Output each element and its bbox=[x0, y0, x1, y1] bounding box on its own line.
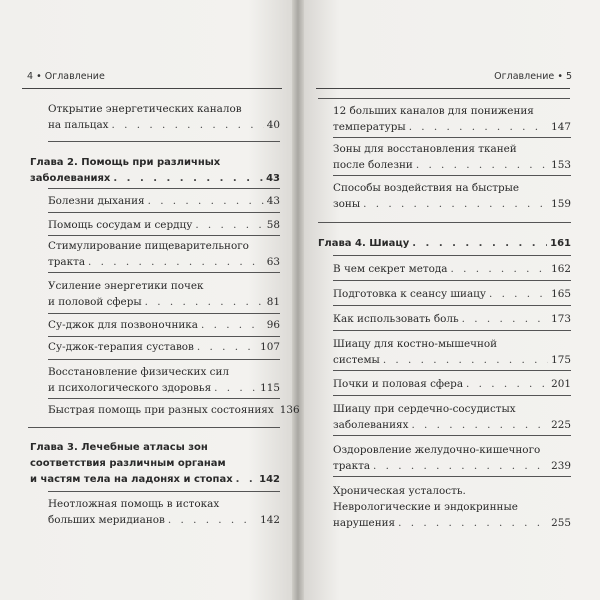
leader-dots bbox=[409, 119, 548, 135]
toc-entry[interactable] bbox=[48, 402, 300, 418]
toc-entry-line: Су-джок для позвоночника bbox=[48, 319, 198, 331]
toc-entry[interactable] bbox=[333, 180, 571, 212]
toc-entry[interactable] bbox=[48, 101, 280, 133]
toc-page-number: 162 bbox=[551, 263, 571, 275]
right-header-rule bbox=[316, 88, 570, 89]
toc-page-number: 63 bbox=[266, 256, 280, 268]
toc-entry-line: и частям тела на ладонях и стопах bbox=[30, 474, 233, 485]
leader-dots bbox=[88, 254, 264, 270]
toc-page-number: 43 bbox=[266, 195, 280, 207]
toc-page-number: 58 bbox=[266, 219, 280, 231]
toc-entry-line: Как использовать боль bbox=[333, 313, 459, 325]
toc-entry-line: заболеваниях bbox=[30, 173, 111, 184]
entry-divider bbox=[333, 255, 571, 256]
leader-dots bbox=[201, 317, 264, 333]
toc-entry-line: Восстановление физических сил bbox=[48, 366, 229, 378]
toc-page-number: 40 bbox=[266, 119, 280, 131]
entry-divider bbox=[48, 235, 280, 236]
leader-dots bbox=[398, 515, 548, 531]
leader-dots bbox=[416, 157, 548, 173]
toc-page-number: 225 bbox=[551, 419, 571, 431]
leader-dots bbox=[411, 417, 548, 433]
book-gutter bbox=[292, 0, 304, 600]
toc-entry[interactable] bbox=[333, 376, 571, 392]
toc-entry-line: Шиацу для костно-мышечной bbox=[333, 338, 498, 350]
leader-dots bbox=[113, 171, 263, 187]
toc-entry-line: и половой сферы bbox=[48, 296, 142, 308]
toc-entry-line: соответствия различным органам bbox=[30, 458, 226, 469]
toc-entry-line: Неотложная помощь в истоках bbox=[48, 498, 220, 510]
toc-entry-line: Быстрая помощь при разных состояниях bbox=[48, 404, 274, 416]
leader-dots bbox=[214, 380, 257, 396]
leader-dots bbox=[462, 311, 548, 327]
toc-page-number: 173 bbox=[551, 313, 571, 325]
toc-entry-line: Глава 4. Шиацу bbox=[318, 238, 410, 249]
leader-dots bbox=[195, 217, 263, 233]
toc-entry-line: Зоны для восстановления тканей bbox=[333, 143, 517, 155]
toc-page-number: 147 bbox=[551, 121, 571, 133]
toc-page-number: 107 bbox=[260, 341, 280, 353]
toc-page-number: 142 bbox=[260, 514, 280, 526]
toc-chapter-entry[interactable] bbox=[30, 440, 280, 488]
toc-page-number: 161 bbox=[550, 238, 571, 249]
toc-entry[interactable] bbox=[48, 278, 280, 310]
left-page-number: 4 bbox=[27, 71, 34, 82]
leader-dots bbox=[145, 294, 264, 310]
toc-entry[interactable] bbox=[48, 217, 280, 233]
entry-divider bbox=[48, 491, 280, 492]
entry-divider bbox=[333, 330, 571, 331]
toc-entry-line: после болезни bbox=[333, 159, 413, 171]
toc-entry-line: тракта bbox=[48, 256, 86, 268]
toc-entry-line: и психологического здоровья bbox=[48, 382, 212, 394]
toc-page-number: 165 bbox=[551, 288, 571, 300]
entry-divider bbox=[48, 272, 280, 273]
entry-divider bbox=[318, 222, 571, 223]
entry-divider bbox=[48, 141, 280, 142]
toc-entry-line: заболеваниях bbox=[333, 419, 409, 431]
toc-entry[interactable] bbox=[48, 317, 280, 333]
leader-dots bbox=[112, 117, 264, 133]
entry-divider bbox=[333, 280, 571, 281]
entry-divider bbox=[333, 395, 571, 396]
entry-divider bbox=[48, 188, 280, 189]
header-bullet: • bbox=[36, 71, 42, 82]
leader-dots bbox=[373, 458, 548, 474]
toc-entry-line: температуры bbox=[333, 121, 406, 133]
toc-page-number: 201 bbox=[551, 378, 571, 390]
entry-divider bbox=[48, 313, 280, 314]
toc-entry-line: Оздоровление желудочно-кишечного bbox=[333, 444, 541, 456]
toc-entry-line: Усиление энергетики почек bbox=[48, 280, 204, 292]
toc-entry-line: В чем секрет метода bbox=[333, 263, 448, 275]
toc-entry[interactable] bbox=[333, 483, 571, 531]
entry-divider bbox=[48, 212, 280, 213]
toc-entry-line: Глава 2. Помощь при различных bbox=[30, 157, 221, 168]
toc-entry-line: тракта bbox=[333, 460, 371, 472]
toc-page-number: 159 bbox=[551, 198, 571, 210]
entry-divider bbox=[48, 398, 280, 399]
left-header-title: Оглавление bbox=[44, 71, 105, 82]
left-header-rule bbox=[22, 88, 282, 89]
toc-entry-line: зоны bbox=[333, 198, 361, 210]
entry-divider bbox=[333, 137, 571, 138]
toc-chapter-entry[interactable] bbox=[30, 155, 280, 187]
leader-dots bbox=[466, 376, 548, 392]
toc-chapter-entry[interactable] bbox=[318, 236, 571, 252]
toc-page-number: 153 bbox=[551, 159, 571, 171]
toc-entry[interactable] bbox=[48, 339, 280, 355]
entry-divider bbox=[333, 476, 571, 477]
toc-entry-line: Помощь сосудам и сердцу bbox=[48, 219, 193, 231]
toc-entry-line: Почки и половая сфера bbox=[333, 378, 464, 390]
toc-entry-line: Открытие энергетических каналов bbox=[48, 103, 242, 115]
entry-divider bbox=[333, 435, 571, 436]
leader-dots bbox=[363, 196, 548, 212]
header-bullet: • bbox=[557, 71, 563, 82]
toc-entry[interactable] bbox=[333, 311, 571, 327]
leader-dots bbox=[451, 261, 549, 277]
toc-entry[interactable] bbox=[333, 442, 571, 474]
entry-divider bbox=[48, 336, 280, 337]
entry-divider bbox=[333, 370, 571, 371]
toc-entry[interactable] bbox=[333, 261, 571, 277]
entry-divider bbox=[48, 359, 280, 360]
toc-entry[interactable] bbox=[333, 336, 571, 368]
toc-entry[interactable] bbox=[333, 401, 571, 433]
entry-divider bbox=[28, 427, 280, 428]
toc-entry-line: нарушения bbox=[333, 517, 396, 529]
toc-page-number: 175 bbox=[551, 354, 571, 366]
left-running-head bbox=[27, 71, 105, 82]
toc-page-number: 239 bbox=[551, 460, 571, 472]
leader-dots bbox=[148, 193, 264, 209]
entry-divider bbox=[318, 98, 570, 99]
leader-dots bbox=[383, 352, 548, 368]
toc-page-number: 142 bbox=[259, 474, 280, 485]
toc-entry[interactable] bbox=[48, 193, 280, 209]
leader-dots bbox=[197, 339, 257, 355]
toc-entry-line: системы bbox=[333, 354, 380, 366]
toc-entry-line: Глава 3. Лечебные атласы зон bbox=[30, 442, 208, 453]
toc-entry-line: 12 больших каналов для понижения bbox=[333, 105, 534, 117]
toc-entry-line: Неврологические и эндокринные bbox=[333, 501, 518, 513]
toc-entry-line: Су-джок-терапия суставов bbox=[48, 341, 194, 353]
toc-entry-line: больших меридианов bbox=[48, 514, 165, 526]
right-running-head bbox=[494, 71, 572, 82]
toc-entry[interactable] bbox=[333, 103, 571, 135]
leader-dots bbox=[412, 236, 547, 252]
toc-page-number: 96 bbox=[266, 319, 280, 331]
toc-entry-line: Шиацу при сердечно-сосудистых bbox=[333, 403, 516, 415]
toc-entry-line: Болезни дыхания bbox=[48, 195, 145, 207]
right-page-number: 5 bbox=[565, 71, 572, 82]
right-header-title: Оглавление bbox=[494, 71, 555, 82]
leader-dots bbox=[168, 512, 257, 528]
toc-entry-line: Стимулирование пищеварительного bbox=[48, 240, 249, 252]
entry-divider bbox=[333, 305, 571, 306]
toc-entry[interactable] bbox=[333, 141, 571, 173]
leader-dots bbox=[236, 472, 256, 488]
toc-page-number: 136 bbox=[279, 404, 300, 416]
leader-dots bbox=[489, 286, 548, 302]
toc-page-number: 115 bbox=[260, 382, 280, 394]
toc-entry-line: Способы воздействия на быстрые bbox=[333, 182, 520, 194]
toc-page-number: 255 bbox=[551, 517, 571, 529]
toc-entry-line: Подготовка к сеансу шиацу bbox=[333, 288, 486, 300]
toc-entry[interactable] bbox=[48, 238, 280, 270]
toc-page-number: 43 bbox=[266, 173, 280, 184]
toc-page-number: 81 bbox=[266, 296, 280, 308]
toc-entry[interactable] bbox=[48, 496, 280, 528]
toc-entry-line: на пальцах bbox=[48, 119, 109, 131]
toc-entry[interactable] bbox=[333, 286, 571, 302]
toc-entry[interactable] bbox=[48, 364, 280, 396]
toc-entry-line: Хроническая усталость. bbox=[333, 485, 466, 497]
entry-divider bbox=[333, 175, 571, 176]
